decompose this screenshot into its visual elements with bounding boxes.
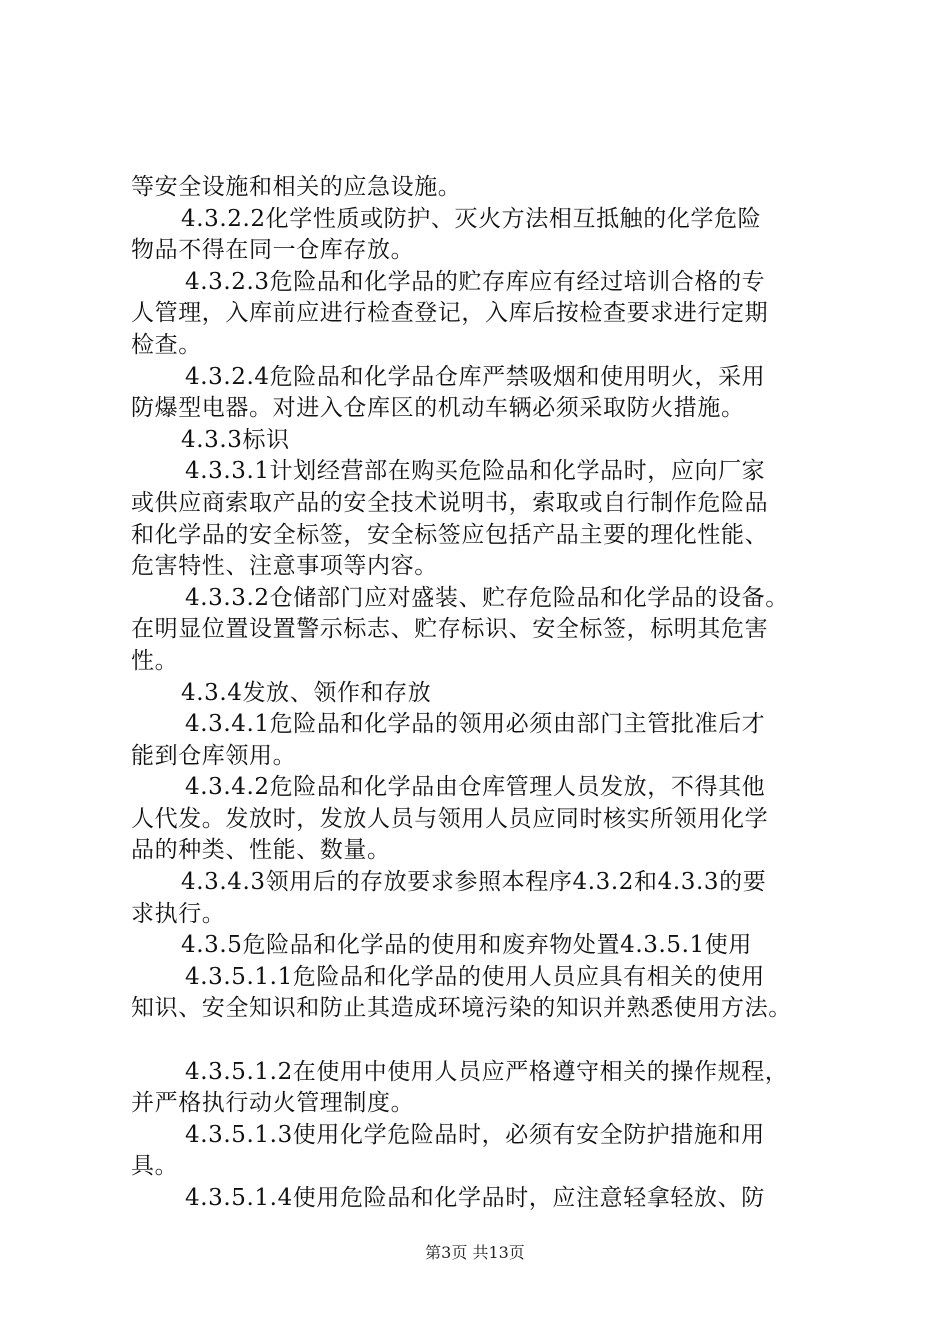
- text-line: 人管理，入库前应进行检查登记，入库后按检查要求进行定期: [131, 300, 769, 327]
- text-line: 能到仓库领用。: [131, 742, 297, 769]
- text-line: 4.3.2.2化学性质或防护、灭火方法相互抵触的化学危险: [181, 205, 762, 232]
- text-line: 4.3.2.4危险品和化学品仓库严禁吸烟和使用明火，采用: [185, 363, 766, 390]
- text-line: 4.3.4.1危险品和化学品的领用必须由部门主管批准后才: [185, 711, 766, 738]
- text-line: 具。: [131, 1153, 179, 1180]
- text-line: 等安全设施和相关的应急设施。: [131, 174, 462, 200]
- text-line: 在明显位置设置警示标志、贮存标识、安全标签，标明其危害: [131, 616, 769, 643]
- section-heading: 4.3.4发放、领作和存放: [181, 679, 432, 706]
- section-heading: 4.3.5危险品和化学品的使用和废弃物处置4.3.5.1使用: [181, 932, 752, 959]
- text-line: 4.3.3.2仓储部门应对盛装、贮存危险品和化学品的设备。: [185, 584, 789, 611]
- document-body: [131, 172, 841, 1215]
- text-line: 求执行。: [131, 900, 226, 927]
- text-line: 4.3.4.3领用后的存放要求参照本程序4.3.2和4.3.3的要: [181, 869, 767, 896]
- page-number-footer: 第3页 共13页: [425, 1243, 525, 1262]
- text-line: 危害特性、注意事项等内容。: [131, 553, 438, 580]
- text-line: 和化学品的安全标签，安全标签应包括产品主要的理化性能、: [131, 521, 769, 548]
- blank-line: [131, 1025, 841, 1057]
- text-line: 并严格执行动火管理制度。: [131, 1090, 415, 1117]
- text-line: 品的种类、性能、数量。: [131, 837, 391, 864]
- text-line: 人代发。发放时，发放人员与领用人员应同时核实所领用化学: [131, 805, 769, 832]
- text-line: 物品不得在同一仓库存放。: [131, 237, 415, 264]
- text-line: 4.3.2.3危险品和化学品的贮存库应有经过培训合格的专: [185, 268, 766, 295]
- text-line: 4.3.5.1.3使用化学危险品时，必须有安全防护措施和用: [185, 1121, 765, 1148]
- section-heading: 4.3.3标识: [181, 426, 290, 453]
- text-line: 4.3.5.1.1危险品和化学品的使用人员应具有相关的使用: [185, 963, 765, 990]
- text-line: 4.3.4.2危险品和化学品由仓库管理人员发放，不得其他: [185, 774, 766, 801]
- text-line: 4.3.5.1.4使用危险品和化学品时，应注意轻拿轻放、防: [185, 1185, 765, 1211]
- text-line: 检查。: [131, 331, 202, 358]
- text-line: 知识、安全知识和防止其造成环境污染的知识并熟悉使用方法。: [131, 995, 792, 1022]
- text-line: 或供应商索取产品的安全技术说明书，索取或自行制作危险品: [131, 489, 769, 516]
- text-line: 性。: [131, 647, 179, 674]
- text-line: 防爆型电器。对进入仓库区的机动车辆必须采取防火措施。: [131, 395, 745, 422]
- text-line: 4.3.3.1计划经营部在购买危险品和化学品时，应向厂家: [185, 458, 766, 485]
- text-line: 4.3.5.1.2在使用中使用人员应严格遵守相关的操作规程，: [185, 1058, 789, 1085]
